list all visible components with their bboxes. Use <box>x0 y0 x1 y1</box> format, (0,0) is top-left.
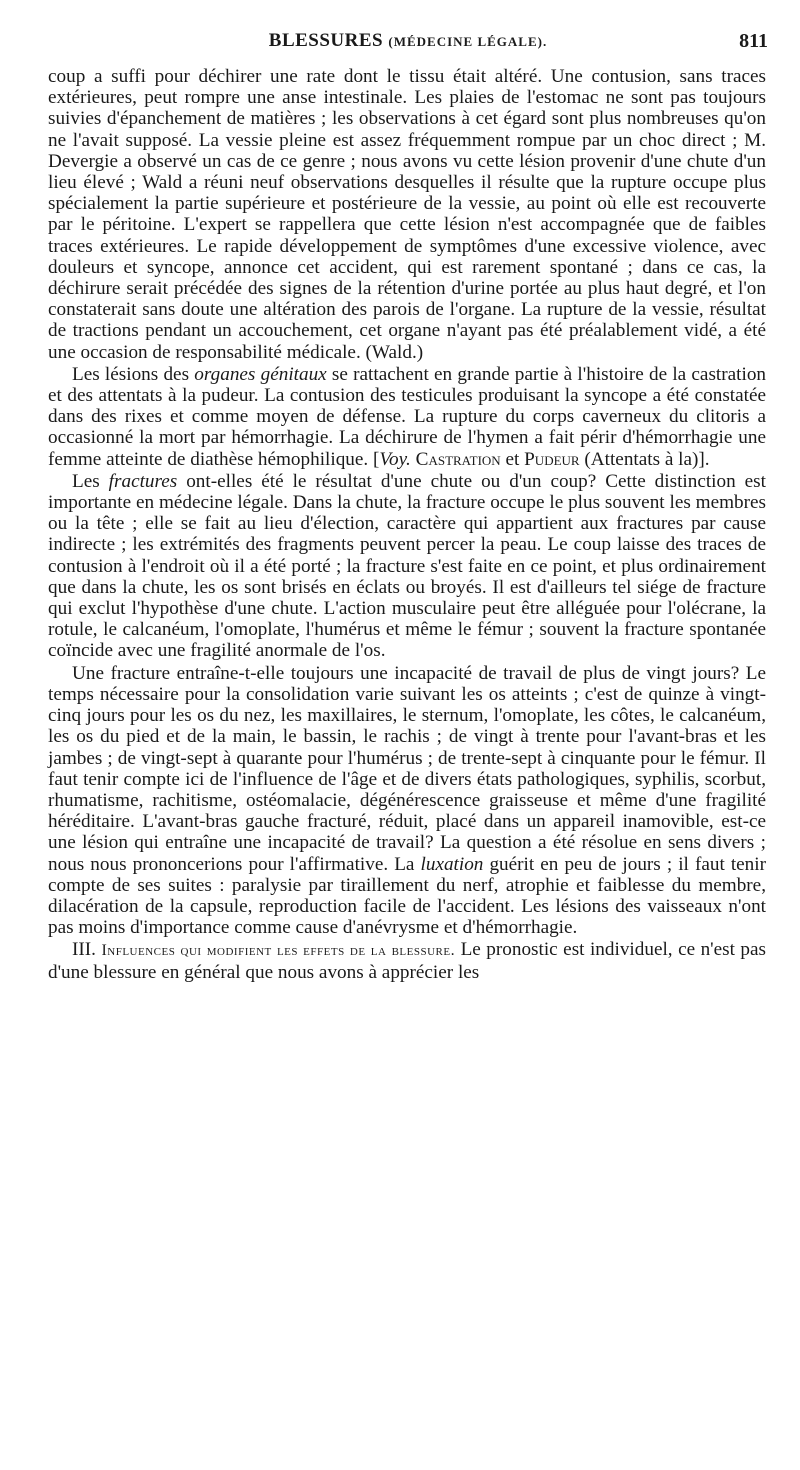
p4-text-b: guérit en peu de jours ; il faut tenir compte de ses suites : paralysie par tiraillement du nerf, atrophie et faiblesse du membre, dilacération de la capsule, reproduction facile de l'accident. Les lésions des vaisseaux n'ont pas moins d'importance comme cause d'anévrysme et d'hémorrhagie. <box>48 853 766 939</box>
body-text <box>48 66 766 983</box>
p2-ref-pudeur: Pudeur <box>524 448 580 470</box>
p2-voy: Voy. <box>379 448 411 470</box>
p2-and: et <box>500 448 525 470</box>
paragraph-5 <box>48 939 766 982</box>
running-title-main: BLESSURES <box>268 30 384 51</box>
p2-text-end: (Attentats à la)]. <box>579 448 710 470</box>
page-number: 811 <box>739 30 768 52</box>
running-title-sub: (MÉDECINE LÉGALE). <box>388 34 548 49</box>
paragraph-1: coup a suffi pour déchirer une rate dont le tissu était altéré. Une contusion, sans traces extérieures, peut rompre une anse intestinale. Les plaies de l'estomac ne sont pas toujours suivies d'épanchement de matières ; les observations à cet égard sont plus nombreuses qu'on ne l'avait supposé. La vessie pleine est assez fréquemment rompue par un choc direct ; M. Devergie a observé un cas de ce genre ; nous avons vu cette lésion provenir d'une chute d'un lieu élevé ; Wald a réuni neuf observations desquelles il résulte que la rupture occupe plus spécialement la partie supérieure et postérieure de la vessie, au point où elle est recouverte par le péritoine. L'expert se rappellera que cette lésion n'est accompagnée que de faibles traces extérieures. Le rapide développement de symptômes d'une excessive violence, avec douleurs et syncope, annonce cet accident, qui est rarement spontané ; dans ce cas, la déchirure serait précédée des signes de la rétention d'urine portée au plus haut degré, et l'on constaterait sans doute une altération des parois de l'organe. La rupture de la vessie, résultat de tractions pendant un accouchement, cet organe n'ayant pas été préalablement vidé, a été une occasion de responsabilité médicale. (Wald.) <box>48 66 766 363</box>
section-number: III. <box>72 939 102 961</box>
p2-ref-castration: Castration <box>415 448 501 470</box>
p5-text: Le pronostic est individuel, ce n'est pas d'une blessure en général que nous avons à apprécier les <box>48 939 767 983</box>
paragraph-3 <box>48 471 766 662</box>
p2-text-b: se rattachent en grande partie à l'histoire de la castration et des attentats à la pudeur. La contusion des testicules produisant la syncope a été constatée dans des rixes et comme moyen de défense. La rupture du corps caverneux du clitoris a occasionné la mort par hémorrhagie. La déchirure de l'hymen a fait périr d'hémorrhagie une femme atteinte de diathèse hémophilique. [ <box>48 363 767 470</box>
p3-text-a: Les <box>72 470 109 492</box>
p4-text-a: Une fracture entraîne-t-elle toujours une incapacité de travail de plus de vingt jours? Le temps nécessaire pour la consolidation varie suivant les os atteints ; c'est de quinze à vingt-cinq jours pour les os du nez, les maxillaires, le sternum, l'omoplate, les côtes, le calcanéum, les os du pied et de la main, le bassin, le rachis ; de vingt à trente pour l'avant-bras et les jambes ; de vingt-sept à quarante pour l'humérus ; de trente-sept à cinquante pour le fémur. Il faut tenir compte ici de l'influence de l'âge et de divers états pathologiques, syphilis, scorbut, rhumatisme, rachitisme, ostéomalacie, dégénérescence graisseuse et même d'une fragilité héréditaire. L'avant-bras gauche fracturé, réduit, placé dans un appareil inamovible, est-ce une lésion qui entraîne une incapacité de travail? La question a été résolue en sens divers ; nous nous prononcerions pour l'affirmative. La <box>48 662 766 875</box>
paragraph-2 <box>48 364 766 470</box>
section-heading: Influences qui modifient les effets de la blessure. <box>101 942 456 960</box>
p2-text-a: Les lésions des <box>72 363 195 385</box>
paragraph-4 <box>48 663 766 939</box>
p4-emphasis: luxation <box>420 853 484 875</box>
p3-text-b: ont-elles été le résultat d'une chute ou d'un coup? Cette distinction est importante en médecine légale. Dans la chute, la fracture occupe le plus souvent les membres ou la tête ; elle se fait au lieu d'élection, caractère qui appartient aux fractures par cause indirecte ; les extrémités des fragments peuvent percer la peau. Le coup laisse des traces de contusion à l'endroit où il a été porté ; la fracture s'est faite en ce point, et plus ordinairement que dans la chute, les os sont brisés en éclats ou broyés. Il est d'ailleurs tel siége de fracture qui exclut l'hypothèse d'une chute. L'action musculaire peut être alléguée pour l'olécrane, la rotule, le calcanéum, l'omoplate, l'humérus et même le fémur ; souvent la fracture spontanée coïncide avec une fragilité anormale de l'os. <box>48 470 766 662</box>
running-title <box>48 30 768 52</box>
p2-emphasis: organes génitaux <box>194 363 327 385</box>
page-header <box>48 30 768 60</box>
p3-emphasis: fractures <box>108 470 178 492</box>
